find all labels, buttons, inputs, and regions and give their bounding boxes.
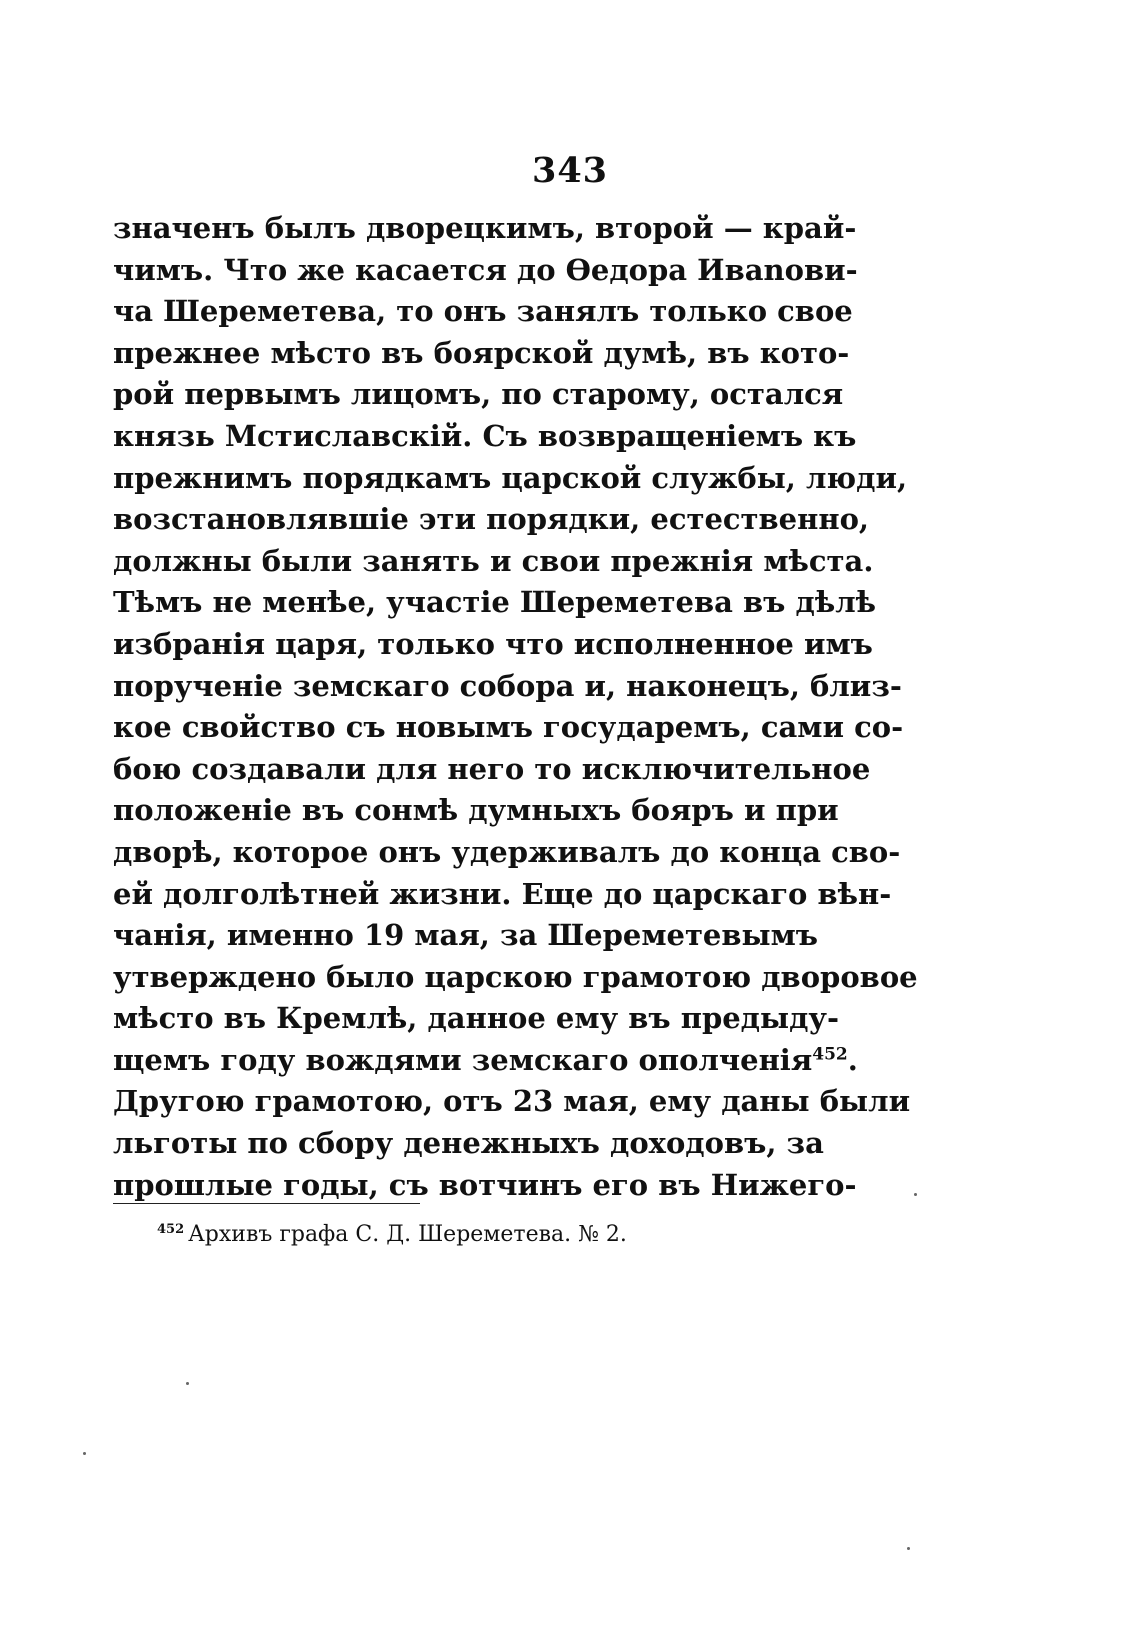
text-line: мѣсто въ Кремлѣ, данное ему въ предыду- [113,1001,840,1036]
text-line: льготы по сбору денежныхъ доходовъ, за [113,1126,824,1161]
text-line-tail: . [847,1042,858,1077]
text-line-with-note [113,1040,858,1082]
footnote-mark: 452 [157,1221,185,1237]
text-line: должны были занять и свои прежнія мѣста. [113,543,874,578]
text-line: прошлые годы, съ вотчинъ его въ Нижего- [113,1167,857,1202]
text-line: Другою грамотою, отъ 23 мая, ему даны были [113,1084,911,1119]
text-line: избранія царя, только что исполненное имъ [113,626,873,661]
footnote [157,1222,627,1247]
text-line: ей долголѣтней жизни. Еще до царскаго вѣн- [113,876,892,911]
scan-speck [186,1382,189,1385]
text-line-content: щемъ году вождями земскаго ополченія [113,1042,813,1077]
text-line: значенъ былъ дворецкимъ, второй — край- [113,211,857,245]
text-line: порученіе земскаго собора и, наконецъ, близ- [113,668,902,703]
text-line: Тѣмъ не менѣе, участіе Шереметева въ дѣлѣ [113,585,877,620]
text-line: чанія, именно 19 мая, за Шереметевымъ [113,918,819,953]
text-line: положеніе въ сонмѣ думныхъ бояръ и при [113,793,839,828]
footnote-divider [113,1203,420,1204]
text-line: рой первымъ лицомъ, по старому, остался [113,377,844,412]
text-line: кое свойство съ новымъ государемъ, сами со- [113,710,904,745]
text-line: бою создавали для него то исключительное [113,751,871,786]
page-number: 343 [531,150,609,191]
text-line: возстановлявшіе эти порядки, естественно, [113,502,870,537]
text-line: дворѣ, которое онъ удерживалъ до конца сво- [113,834,901,869]
text-line: прежнимъ порядкамъ царской службы, люди, [113,460,908,495]
scan-speck [83,1452,86,1455]
body-text [113,208,918,1206]
text-line: утверждено было царскою грамотою дворовое [113,959,918,994]
text-line: князь Мстиславскій. Съ возвращеніемъ къ [113,418,857,453]
footnote-text: Архивъ графа С. Д. Шереметева. № 2. [188,1222,627,1247]
scan-speck [914,1193,917,1196]
scan-speck [907,1547,910,1550]
footnote-reference[interactable]: 452 [812,1044,848,1065]
text-line: чимъ. Что же касается до Ѳедора Ивanoви- [113,252,858,287]
text-line: ча Шереметева, то онъ занялъ только свое [113,294,853,329]
text-line: прежнее мѣсто въ боярской думѣ, въ кото- [113,335,850,370]
